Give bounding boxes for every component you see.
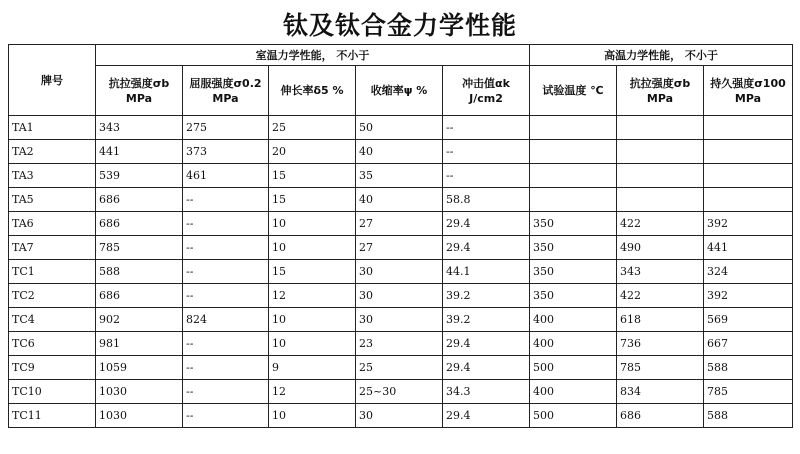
value-cell: 350 bbox=[530, 284, 617, 308]
value-cell: 588 bbox=[96, 260, 183, 284]
value-cell: 30 bbox=[356, 308, 443, 332]
table-row bbox=[9, 140, 793, 164]
value-cell: 25 bbox=[356, 356, 443, 380]
value-cell: 12 bbox=[269, 284, 356, 308]
grade-cell: TA3 bbox=[9, 164, 96, 188]
column-header: 屈服强度σ0.2 MPa bbox=[183, 66, 269, 116]
room-temperature-group-header: 室温力学性能， 不小于 bbox=[96, 45, 530, 66]
value-cell: 441 bbox=[704, 236, 793, 260]
value-cell: 588 bbox=[704, 356, 793, 380]
column-header: 收缩率ψ % bbox=[356, 66, 443, 116]
value-cell: 10 bbox=[269, 332, 356, 356]
grade-cell: TA1 bbox=[9, 116, 96, 140]
value-cell: 392 bbox=[704, 212, 793, 236]
grade-cell: TC4 bbox=[9, 308, 96, 332]
value-cell: 9 bbox=[269, 356, 356, 380]
value-cell: 44.1 bbox=[443, 260, 530, 284]
value-cell: 569 bbox=[704, 308, 793, 332]
value-cell: 15 bbox=[269, 188, 356, 212]
grade-cell: TA5 bbox=[9, 188, 96, 212]
table-row bbox=[9, 164, 793, 188]
value-cell bbox=[530, 188, 617, 212]
value-cell: -- bbox=[443, 140, 530, 164]
grade-cell: TC1 bbox=[9, 260, 96, 284]
value-cell bbox=[704, 140, 793, 164]
value-cell: 50 bbox=[356, 116, 443, 140]
value-cell: 29.4 bbox=[443, 332, 530, 356]
value-cell: 461 bbox=[183, 164, 269, 188]
value-cell: 686 bbox=[96, 212, 183, 236]
value-cell: -- bbox=[183, 404, 269, 428]
value-cell: 373 bbox=[183, 140, 269, 164]
value-cell: 1030 bbox=[96, 404, 183, 428]
value-cell bbox=[617, 116, 704, 140]
value-cell: 834 bbox=[617, 380, 704, 404]
grade-cell: TC11 bbox=[9, 404, 96, 428]
value-cell: 350 bbox=[530, 236, 617, 260]
value-cell: 20 bbox=[269, 140, 356, 164]
value-cell: 490 bbox=[617, 236, 704, 260]
grade-cell: TA6 bbox=[9, 212, 96, 236]
value-cell: 30 bbox=[356, 404, 443, 428]
value-cell: 686 bbox=[617, 404, 704, 428]
value-cell: 10 bbox=[269, 404, 356, 428]
value-cell: 441 bbox=[96, 140, 183, 164]
grade-cell: TC9 bbox=[9, 356, 96, 380]
value-cell: 686 bbox=[96, 284, 183, 308]
value-cell: 15 bbox=[269, 260, 356, 284]
value-cell: 275 bbox=[183, 116, 269, 140]
value-cell: 29.4 bbox=[443, 356, 530, 380]
grade-header: 牌号 bbox=[9, 45, 96, 116]
value-cell: 34.3 bbox=[443, 380, 530, 404]
value-cell: 400 bbox=[530, 332, 617, 356]
value-cell: 30 bbox=[356, 284, 443, 308]
table-row bbox=[9, 116, 793, 140]
value-cell: -- bbox=[183, 188, 269, 212]
value-cell: 824 bbox=[183, 308, 269, 332]
value-cell: 35 bbox=[356, 164, 443, 188]
value-cell: 15 bbox=[269, 164, 356, 188]
value-cell: -- bbox=[443, 116, 530, 140]
value-cell: 343 bbox=[617, 260, 704, 284]
table-row bbox=[9, 212, 793, 236]
value-cell: 23 bbox=[356, 332, 443, 356]
table-row bbox=[9, 284, 793, 308]
value-cell: 1030 bbox=[96, 380, 183, 404]
value-cell: -- bbox=[183, 236, 269, 260]
value-cell: 10 bbox=[269, 236, 356, 260]
value-cell: 500 bbox=[530, 356, 617, 380]
value-cell: 785 bbox=[704, 380, 793, 404]
value-cell bbox=[617, 188, 704, 212]
value-cell: 981 bbox=[96, 332, 183, 356]
value-cell bbox=[704, 164, 793, 188]
value-cell: 686 bbox=[96, 188, 183, 212]
value-cell: 1059 bbox=[96, 356, 183, 380]
value-cell: 392 bbox=[704, 284, 793, 308]
value-cell: 29.4 bbox=[443, 404, 530, 428]
value-cell: 12 bbox=[269, 380, 356, 404]
table-row bbox=[9, 260, 793, 284]
grade-cell: TA7 bbox=[9, 236, 96, 260]
value-cell: 30 bbox=[356, 260, 443, 284]
column-header: 冲击值αk J/cm2 bbox=[443, 66, 530, 116]
grade-cell: TC10 bbox=[9, 380, 96, 404]
value-cell: 29.4 bbox=[443, 236, 530, 260]
header-row-columns bbox=[9, 66, 793, 116]
value-cell: 500 bbox=[530, 404, 617, 428]
value-cell: 588 bbox=[704, 404, 793, 428]
value-cell bbox=[704, 116, 793, 140]
grade-cell: TC6 bbox=[9, 332, 96, 356]
page-title: 钛及钛合金力学性能 bbox=[282, 11, 517, 40]
value-cell: -- bbox=[443, 164, 530, 188]
value-cell: 39.2 bbox=[443, 308, 530, 332]
value-cell: 539 bbox=[96, 164, 183, 188]
value-cell: 324 bbox=[704, 260, 793, 284]
value-cell: -- bbox=[183, 332, 269, 356]
value-cell: 400 bbox=[530, 308, 617, 332]
value-cell: 618 bbox=[617, 308, 704, 332]
column-header: 抗拉强度σb MPa bbox=[96, 66, 183, 116]
value-cell: 667 bbox=[704, 332, 793, 356]
table-row bbox=[9, 188, 793, 212]
table-row bbox=[9, 404, 793, 428]
value-cell: 785 bbox=[96, 236, 183, 260]
value-cell: 58.8 bbox=[443, 188, 530, 212]
value-cell: 350 bbox=[530, 260, 617, 284]
value-cell bbox=[530, 116, 617, 140]
value-cell: 736 bbox=[617, 332, 704, 356]
value-cell: -- bbox=[183, 356, 269, 380]
table-row bbox=[9, 380, 793, 404]
value-cell: -- bbox=[183, 212, 269, 236]
value-cell: 422 bbox=[617, 212, 704, 236]
value-cell bbox=[617, 164, 704, 188]
value-cell: -- bbox=[183, 284, 269, 308]
column-header: 抗拉强度σb MPa bbox=[617, 66, 704, 116]
value-cell: 27 bbox=[356, 236, 443, 260]
value-cell bbox=[617, 140, 704, 164]
value-cell: 422 bbox=[617, 284, 704, 308]
titanium-properties-table bbox=[8, 44, 793, 428]
value-cell: 785 bbox=[617, 356, 704, 380]
value-cell: 40 bbox=[356, 140, 443, 164]
table-row bbox=[9, 356, 793, 380]
value-cell: 902 bbox=[96, 308, 183, 332]
table-row bbox=[9, 332, 793, 356]
value-cell: 25~30 bbox=[356, 380, 443, 404]
value-cell: 27 bbox=[356, 212, 443, 236]
value-cell bbox=[530, 140, 617, 164]
value-cell: 400 bbox=[530, 380, 617, 404]
value-cell: 350 bbox=[530, 212, 617, 236]
value-cell: -- bbox=[183, 260, 269, 284]
value-cell: 10 bbox=[269, 212, 356, 236]
value-cell: 29.4 bbox=[443, 212, 530, 236]
value-cell bbox=[704, 188, 793, 212]
high-temperature-group-header: 高温力学性能， 不小于 bbox=[530, 45, 793, 66]
table-row bbox=[9, 236, 793, 260]
value-cell: -- bbox=[183, 380, 269, 404]
header-row-groups bbox=[9, 45, 793, 66]
column-header: 伸长率δ5 % bbox=[269, 66, 356, 116]
column-header: 持久强度σ100 MPa bbox=[704, 66, 793, 116]
grade-cell: TA2 bbox=[9, 140, 96, 164]
value-cell: 25 bbox=[269, 116, 356, 140]
value-cell bbox=[530, 164, 617, 188]
table-body bbox=[9, 116, 793, 428]
column-header: 试验温度 ℃ bbox=[530, 66, 617, 116]
value-cell: 40 bbox=[356, 188, 443, 212]
value-cell: 343 bbox=[96, 116, 183, 140]
value-cell: 39.2 bbox=[443, 284, 530, 308]
value-cell: 10 bbox=[269, 308, 356, 332]
table-row bbox=[9, 308, 793, 332]
grade-cell: TC2 bbox=[9, 284, 96, 308]
